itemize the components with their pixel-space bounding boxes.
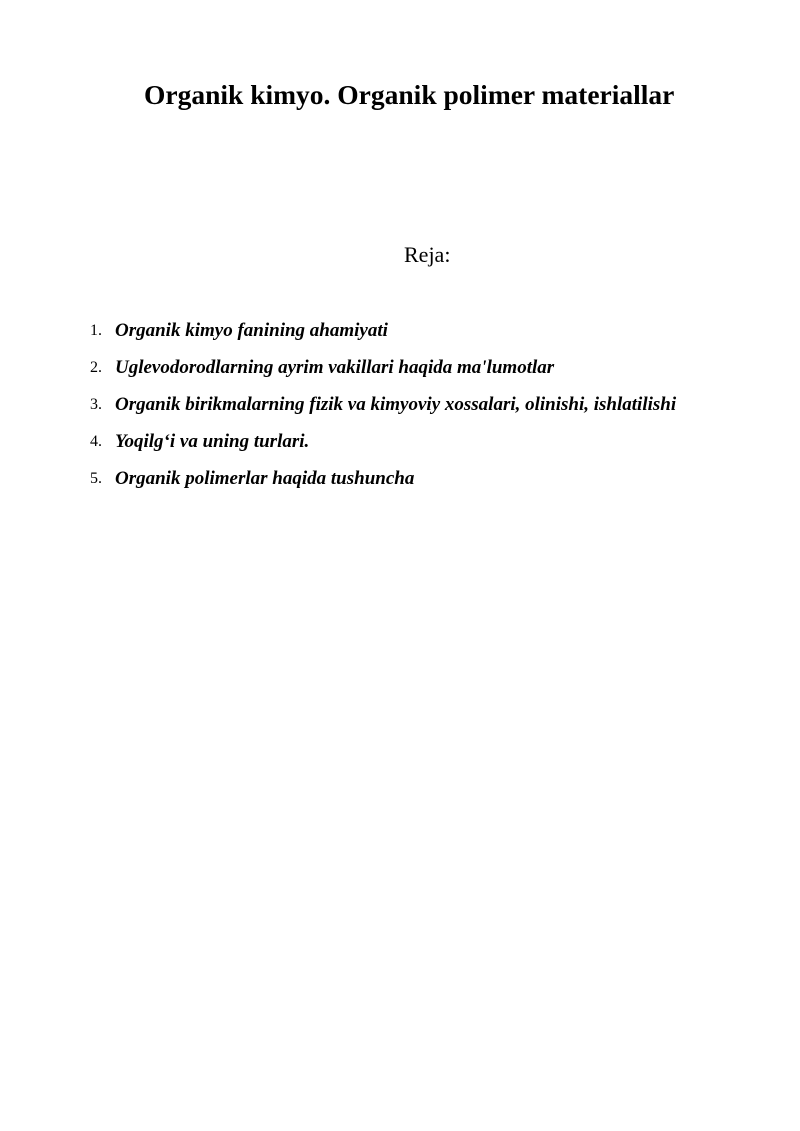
plan-item-text: Uglevodorodlarning ayrim vakillari haqida ma'lumotlar: [115, 357, 555, 378]
plan-item-number: 3.: [90, 396, 102, 413]
plan-item: [0, 423, 800, 460]
plan-item-number: 5.: [90, 470, 102, 487]
plan-item-text: Organik kimyo fanining ahamiyati: [115, 320, 388, 341]
plan-item-text: Yoqilg‘i va uning turlari.: [115, 431, 310, 452]
plan-item-number: 4.: [90, 433, 102, 450]
plan-item: [0, 349, 800, 386]
plan-list: [0, 312, 800, 497]
plan-item-number: 2.: [90, 359, 102, 376]
document-title: Organik kimyo. Organik polimer materiallar: [144, 79, 675, 110]
plan-item: [0, 460, 800, 497]
plan-item-text: Organik birikmalarning fizik va kimyoviy xossalari, olinishi, ishlatilishi: [115, 394, 677, 415]
plan-item-number: 1.: [90, 322, 102, 339]
plan-heading: Reja:: [404, 242, 451, 267]
plan-item: [0, 386, 800, 423]
plan-item: [0, 312, 800, 349]
plan-item-text: Organik polimerlar haqida tushuncha: [115, 468, 415, 489]
